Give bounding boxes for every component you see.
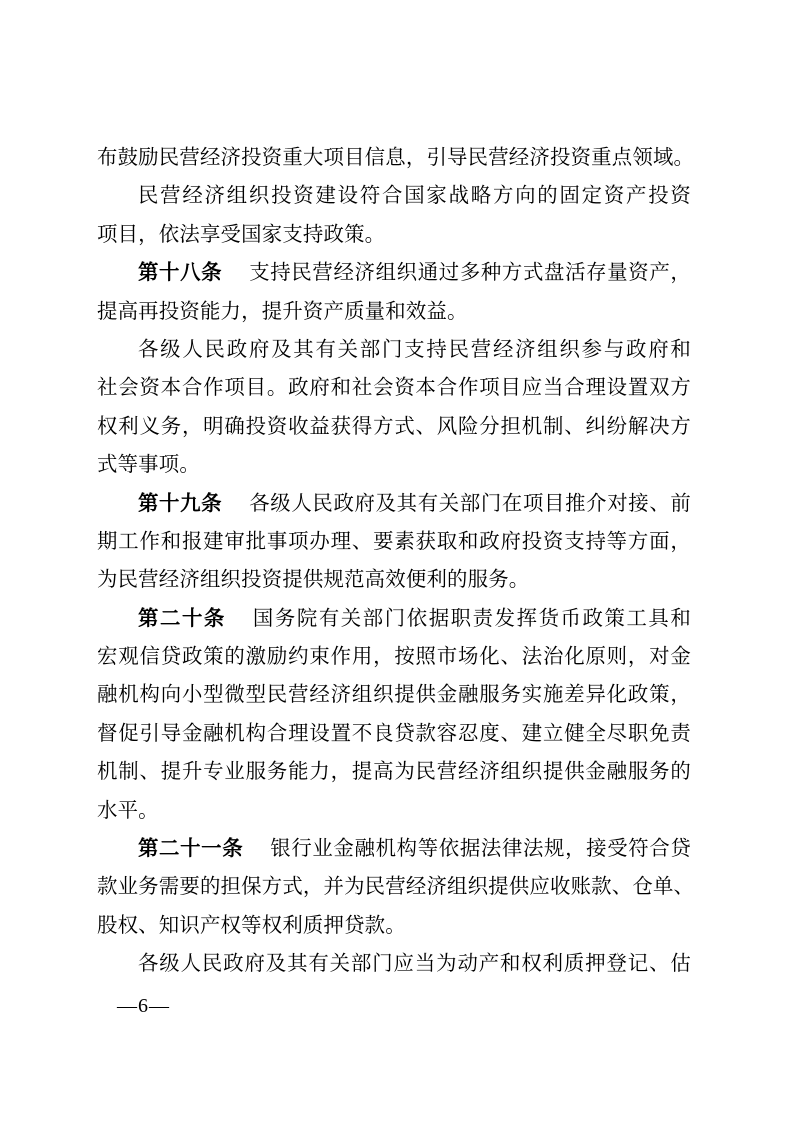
- page-number: —6—: [117, 995, 170, 1017]
- text-line: 融机构向小型微型民营经济组织提供金融服务实施差异化政策，: [97, 684, 691, 707]
- article-number: 第二十条: [138, 607, 226, 630]
- text-line: 宏观信贷政策的激励约束作用，按照市场化、法治化原则，对金: [97, 646, 691, 669]
- text-line: 督促引导金融机构合理设置不良贷款容忍度、建立健全尽职免责: [97, 722, 691, 745]
- text-line: 项目，依法享受国家支持政策。: [97, 223, 386, 246]
- text-line: 第二十一条 银行业金融机构等依据法律法规，接受符合贷: [138, 838, 692, 861]
- article-number: 第二十一条: [138, 838, 244, 861]
- text-line: 权利义务，明确投资收益获得方式、风险分担机制、纠纷解决方: [97, 415, 691, 438]
- text-line: 提高再投资能力，提升资产质量和效益。: [97, 300, 468, 323]
- text-line: 民营经济组织投资建设符合国家战略方向的固定资产投资: [138, 185, 691, 208]
- text-line: 布鼓励民营经济投资重大项目信息，引导民营经济投资重点领域。: [97, 147, 695, 169]
- text-line: 期工作和报建审批事项办理、要素获取和政府投资支持等方面，: [97, 530, 691, 553]
- text-line: 水平。: [97, 799, 159, 822]
- text-line: 社会资本合作项目。政府和社会资本合作项目应当合理设置双方: [97, 377, 691, 400]
- document-body: [97, 139, 695, 984]
- text-line: 机制、提升专业服务能力，提高为民营经济组织提供金融服务的: [97, 761, 691, 784]
- article-number: 第十八条: [138, 262, 223, 285]
- text-line: 各级人民政府及其有关部门应当为动产和权利质押登记、估: [138, 953, 691, 976]
- text-line: 为民营经济组织投资提供规范高效便利的服务。: [97, 569, 530, 592]
- text-line: 第二十条 国务院有关部门依据职责发挥货币政策工具和: [138, 607, 691, 630]
- text-line: 款业务需要的担保方式，并为民营经济组织提供应收账款、仓单、: [97, 876, 695, 899]
- article-number: 第十九条: [138, 492, 223, 515]
- text-line: 各级人民政府及其有关部门支持民营经济组织参与政府和: [138, 338, 691, 361]
- text-line: 第十八条 支持民营经济组织通过多种方式盘活存量资产，: [138, 262, 691, 285]
- text-line: 第十九条 各级人民政府及其有关部门在项目推介对接、前: [138, 492, 691, 515]
- text-line: 式等事项。: [97, 454, 200, 477]
- text-line: 股权、知识产权等权利质押贷款。: [97, 914, 406, 937]
